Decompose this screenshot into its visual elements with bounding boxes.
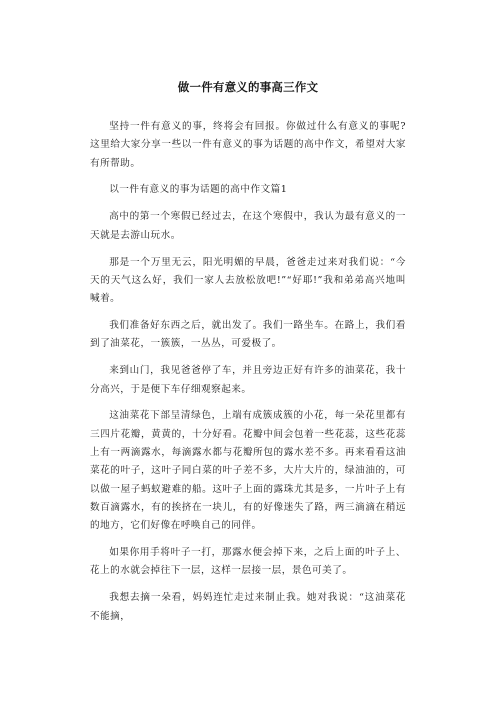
paragraph: 那是一个万里无云，阳光明媚的早晨，爸爸走过来对我们说：“今天的天气这么好，我们一家人去放松放吧!”“好耶!”我和弟弟高兴地叫喊着。	[90, 256, 406, 305]
article-body	[90, 118, 406, 634]
paragraph: 来到山门，我见爸爸停了车，并且旁边正好有许多的油菜花，我十分高兴，于是便下车仔细观察起来。	[90, 365, 406, 395]
paragraph: 如果你用手将叶子一打，那露水便会掉下来，之后上面的叶子上、花上的水就会掉往下一层，这样一层接一层，景色可美了。	[90, 547, 406, 577]
paragraph: 我想去摘一朵看，妈妈连忙走过来制止我。她对我说：“这油菜花不能摘，	[90, 592, 406, 622]
paragraph: 我们准备好东西之后，就出发了。我们一路坐车。在路上，我们看到了油菜花，一簇簇，一丛丛，可爱极了。	[90, 320, 406, 350]
section-heading: 以一件有意义的事为话题的高中作文篇1	[109, 184, 288, 196]
paragraph: 坚持一件有意义的事，终将会有回报。你做过什么有意义的事呢?这里给大家分享一些以一件有意义的事为话题的高中作文，希望对大家有所帮助。	[90, 121, 406, 169]
paragraph: 这油菜花下部呈清绿色，上端有成簇成簇的小花，每一朵花里都有三四片花瓣，黄黄的，十分好看。花瓣中间会包着一些花蕊，这些花蕊上有一两滴露水，每滴露水都与花瓣所包的露水差不多。再来看看这油菜花的叶子，这叶子同白菜的叶子差不多，大片大片的，绿油油的，可以做一屋子蚂蚁避难的船。这叶子上面的露珠尤其是多，一片叶子上有数百滴露水，有的挨挤在一块儿，有的好像迷失了路，两三滴滴在稍远的地方，它们好像在呼唤自己的同伴。	[90, 410, 406, 532]
page-title: 做一件有意义的事高三作文	[177, 80, 319, 94]
paragraph: 高中的第一个寒假已经过去，在这个寒假中，我认为最有意义的一天就是去游山玩水。	[90, 211, 406, 241]
